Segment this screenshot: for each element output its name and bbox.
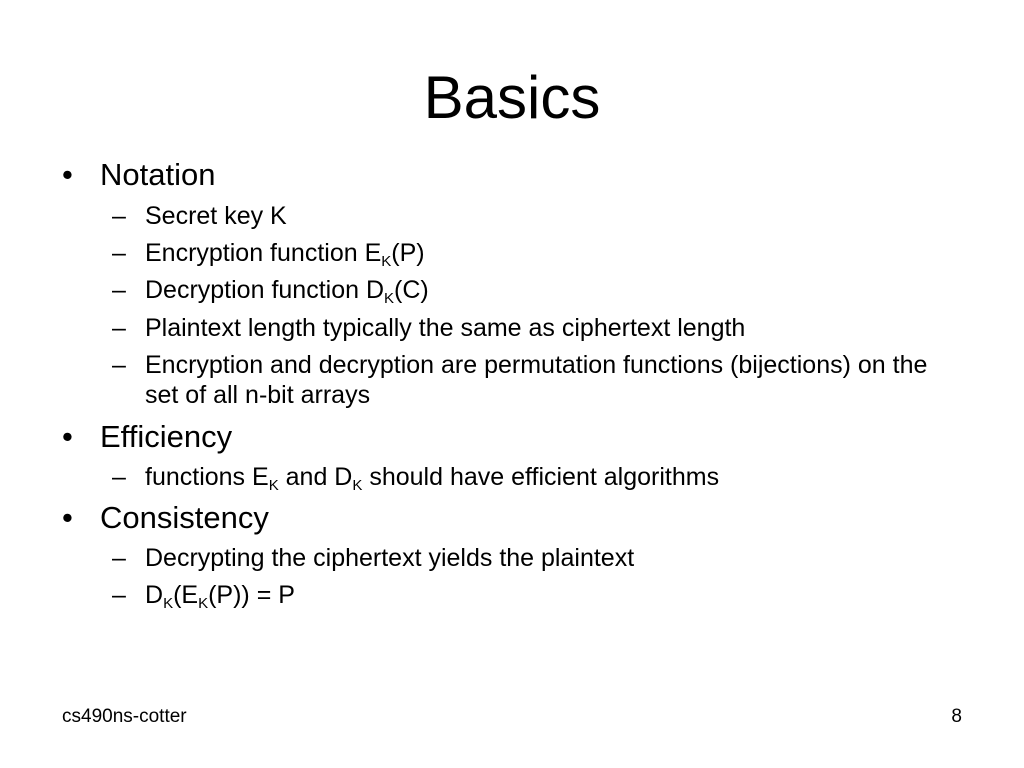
efficiency-heading: Efficiency [100, 419, 233, 454]
efficiency-text-1: functions E [145, 463, 269, 491]
permutation-text: Encryption and decryption are permutation functions (bijections) on the set of all n-bit arrays [145, 351, 928, 409]
footer-course-label: cs490ns-cotter [62, 706, 187, 727]
decryption-key-subscript: K [384, 290, 395, 307]
formula-subscript-1: K [163, 595, 174, 612]
notation-heading: Notation [100, 157, 216, 192]
sub-bullet-secret-key [112, 201, 965, 231]
sub-bullet-efficient-algorithms [112, 462, 965, 494]
dash-icon: – [112, 581, 126, 609]
secret-key-text: Secret key K [145, 202, 287, 230]
encryption-function-arg: (P) [391, 239, 425, 267]
sub-bullet-encryption-function [112, 238, 965, 270]
dash-icon: – [112, 239, 126, 267]
efficiency-subscript-1: K [268, 477, 279, 494]
dash-icon: – [112, 202, 126, 230]
bullet-icon: • [62, 500, 73, 535]
formula-part-1: D [145, 581, 164, 609]
sub-bullet-formula [112, 580, 965, 612]
slide-title: Basics [423, 64, 601, 131]
decryption-function-text: Decryption function D [145, 276, 385, 304]
bullet-notation [62, 157, 216, 193]
dash-icon: – [112, 351, 126, 379]
efficiency-subscript-2: K [352, 477, 363, 494]
dash-icon: – [112, 463, 126, 491]
consistency-heading: Consistency [100, 500, 269, 535]
encryption-function-text: Encryption function E [145, 239, 382, 267]
efficiency-text-2: and D [278, 463, 353, 491]
formula-part-3: (P)) = P [208, 581, 295, 609]
decrypting-text: Decrypting the ciphertext yields the plaintext [145, 544, 635, 572]
plaintext-length-text: Plaintext length typically the same as ciphertext length [145, 314, 746, 342]
bullet-consistency [62, 500, 269, 536]
decryption-function-arg: (C) [394, 276, 429, 304]
footer-page-number: 8 [951, 706, 962, 727]
encryption-key-subscript: K [381, 253, 392, 270]
efficiency-text-3: should have efficient algorithms [362, 463, 720, 491]
formula-subscript-2: K [198, 595, 209, 612]
dash-icon: – [112, 314, 126, 342]
sub-bullet-permutation [112, 350, 965, 410]
sub-bullet-decryption-function [112, 275, 965, 307]
formula-part-2: (E [173, 581, 199, 609]
dash-icon: – [112, 544, 126, 572]
sub-bullet-decrypting [112, 543, 965, 573]
bullet-efficiency [62, 419, 233, 455]
bullet-icon: • [62, 419, 73, 454]
dash-icon: – [112, 276, 126, 304]
bullet-icon: • [62, 157, 73, 192]
sub-bullet-plaintext-length [112, 313, 965, 343]
